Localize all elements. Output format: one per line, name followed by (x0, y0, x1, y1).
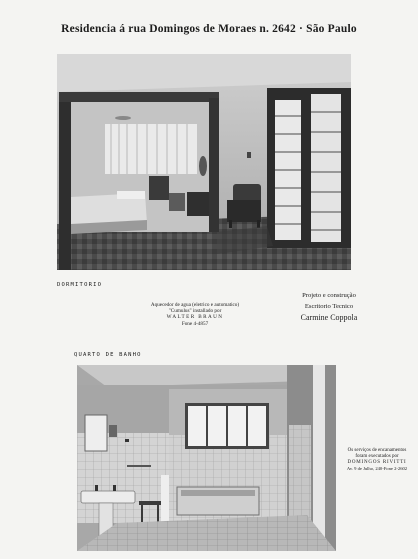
page-title: Residencia á rua Domingos de Moraes n. 2642 · São Paulo (61, 23, 357, 35)
bedroom-illustration (57, 54, 351, 270)
construction-line-1: Projeto e construção (302, 292, 356, 299)
bedroom-caption: DORMITORIO (57, 282, 103, 288)
construction-line-2: Escritorio Tecnico (304, 303, 354, 310)
heater-credit (126, 302, 264, 327)
heater-phone: Fone 4-4857 (181, 320, 209, 327)
construction-credit (286, 291, 372, 324)
plumbing-address: Av. 9 de Julho, 240-Fone 2-2602 (346, 466, 408, 471)
plumbing-contractor: DOMINGOS RIVITTI (347, 460, 407, 465)
heater-line-2: "Cumulus" installado por (168, 308, 222, 315)
plumbing-line-1: Os serviços de encanamentos (347, 448, 407, 453)
bedroom-photo (57, 54, 351, 270)
heater-installer: WALTER BRAUN (166, 314, 224, 321)
plumbing-credit (339, 448, 415, 472)
plumbing-line-2: foram executados por (355, 454, 399, 459)
construction-architect: Carmine Coppola (300, 313, 358, 322)
bathroom-caption: QUARTO DE BANHO (74, 352, 142, 358)
bathroom-illustration (77, 365, 336, 551)
heater-line-1: Aquecedor de agua (eletrico e automatico) (150, 302, 240, 308)
bathroom-photo (77, 365, 336, 551)
